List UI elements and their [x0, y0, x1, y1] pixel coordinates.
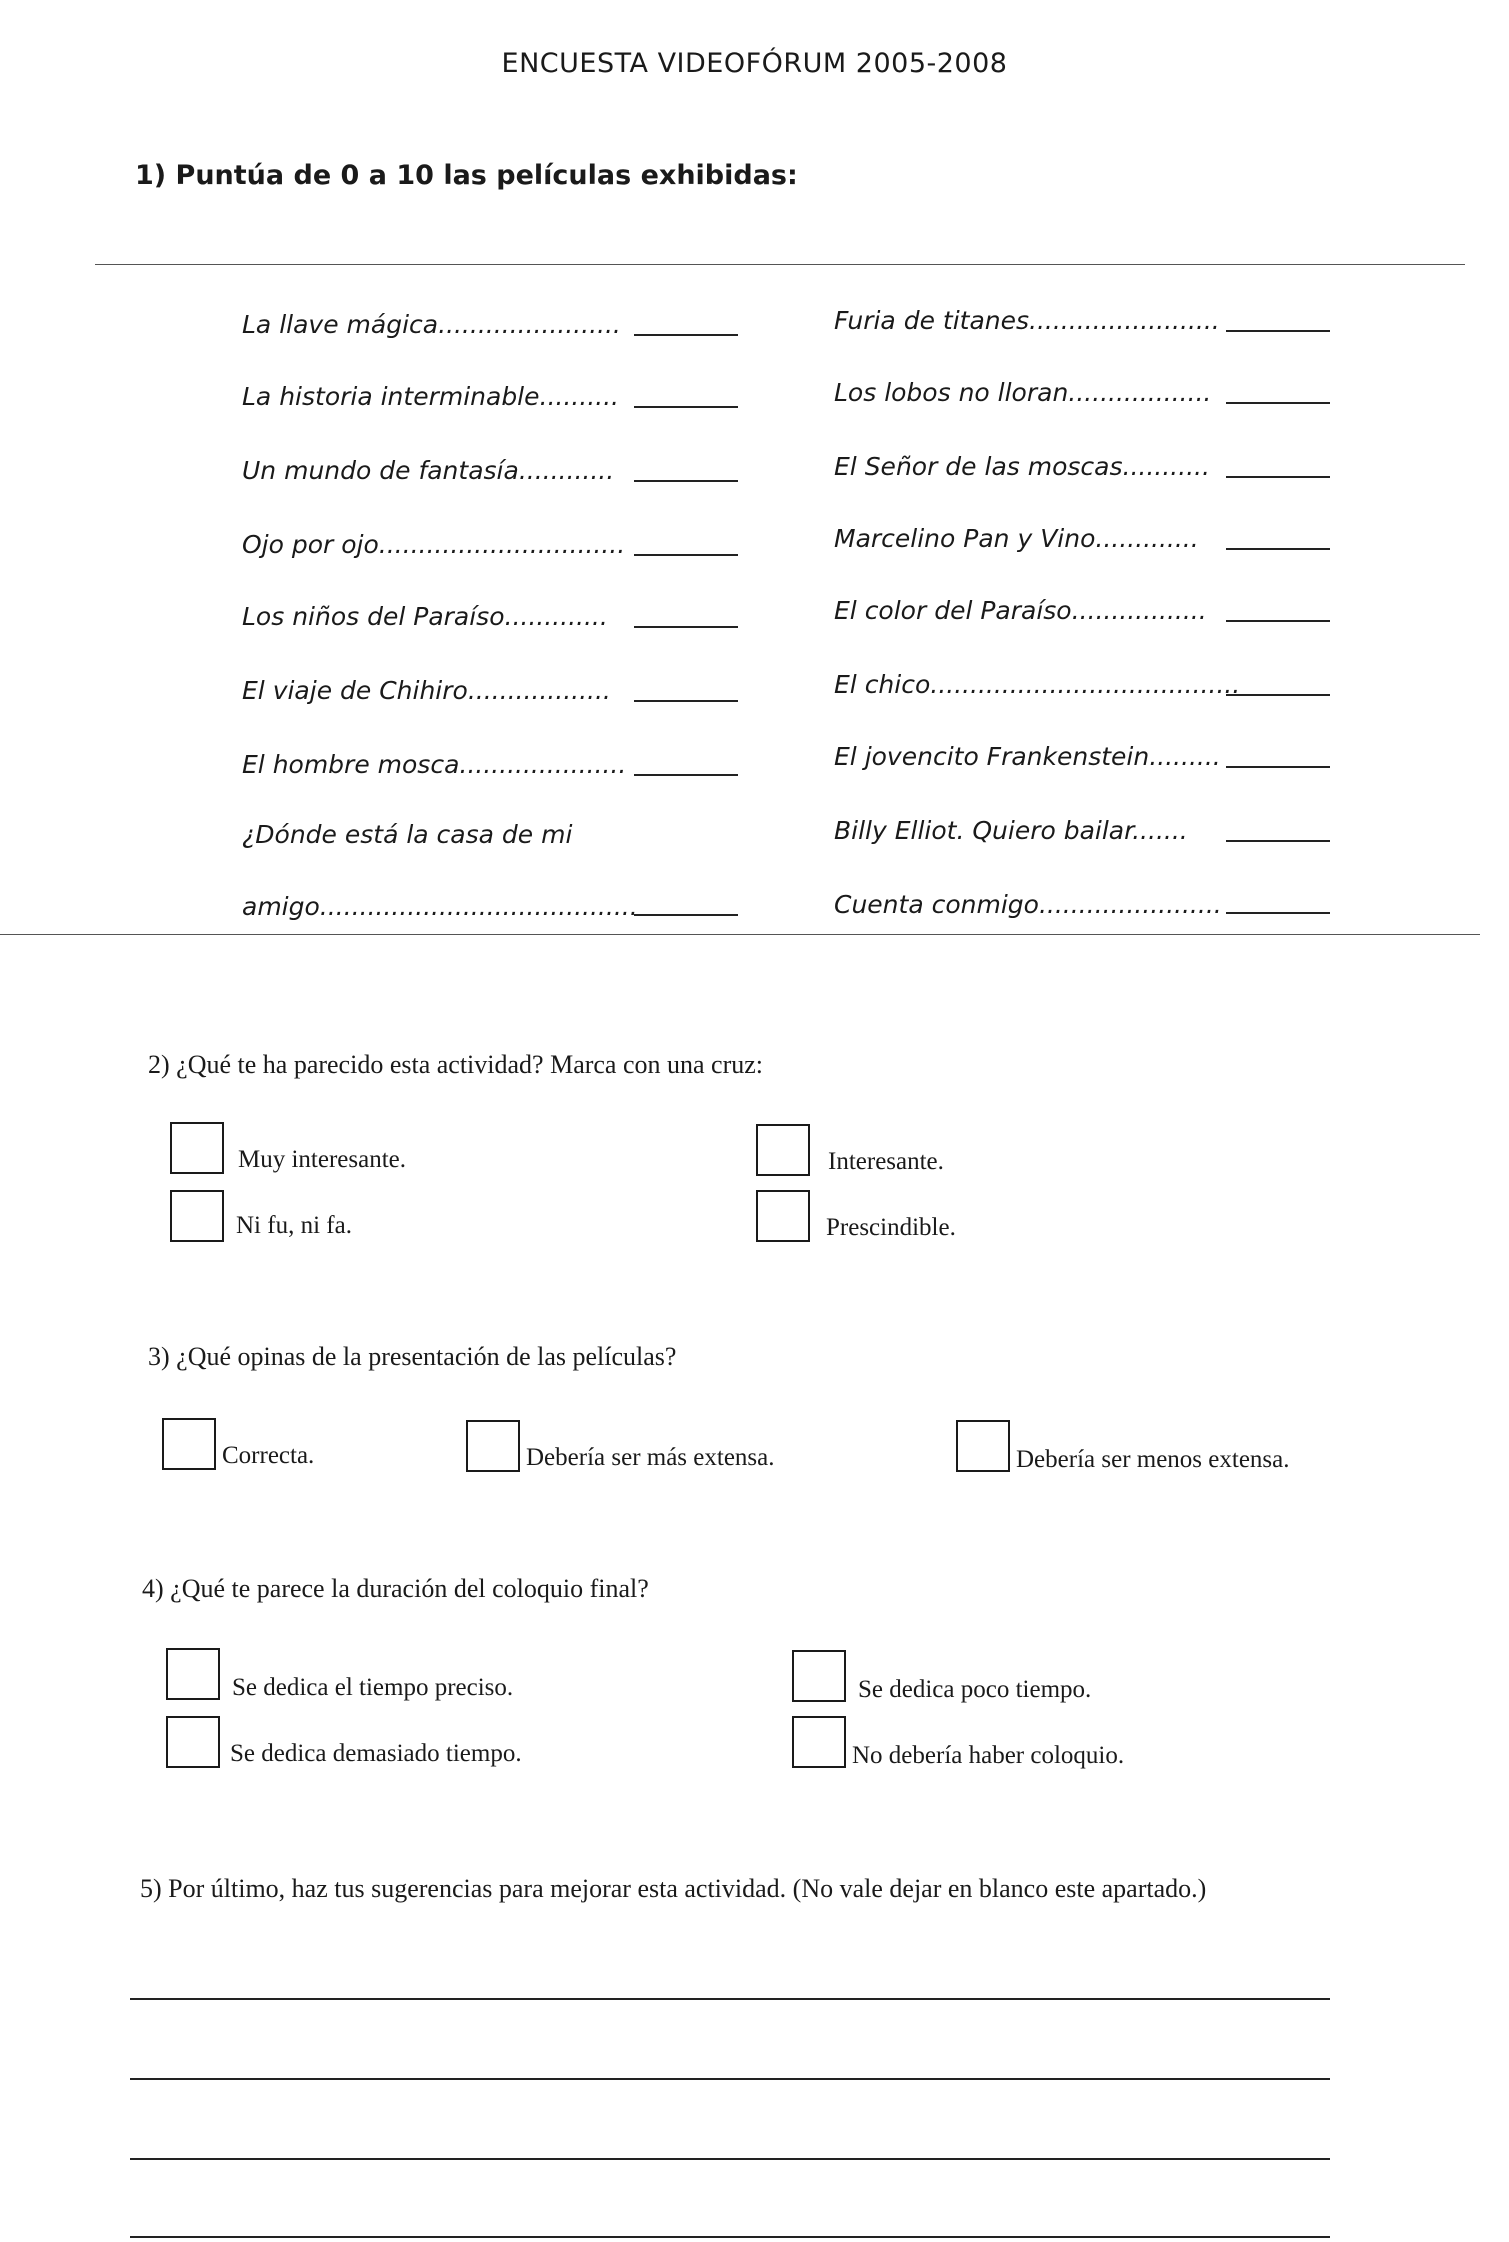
question-3-text: 3) ¿Qué opinas de la presentación de las películas?: [148, 1342, 677, 1371]
film-left-1: La llave mágica.......................: [242, 310, 621, 339]
answer-line-3[interactable]: [130, 2158, 1330, 2160]
film-right-7: El jovencito Frankenstein.........: [834, 742, 1221, 771]
answer-line-4[interactable]: [130, 2236, 1330, 2238]
score-blank-left-3[interactable]: [634, 480, 738, 482]
bottom-divider: [0, 934, 1480, 935]
score-blank-right-4[interactable]: [1226, 548, 1330, 550]
film-right-1: Furia de titanes........................: [834, 306, 1220, 335]
checkbox-interesante[interactable]: [756, 1124, 810, 1176]
score-blank-right-9[interactable]: [1226, 912, 1330, 914]
score-blank-left-5[interactable]: [634, 626, 738, 628]
question-5-text: 5) Por último, haz tus sugerencias para mejorar esta actividad. (No vale dejar en blanco este apartado.): [140, 1874, 1207, 1903]
answer-line-1[interactable]: [130, 1998, 1330, 2000]
film-left-6: El viaje de Chihiro..................: [242, 676, 611, 705]
option-prescindible: Prescindible.: [826, 1214, 956, 1241]
film-right-4: Marcelino Pan y Vino.............: [834, 524, 1199, 553]
checkbox-poco-tiempo[interactable]: [792, 1650, 846, 1702]
checkbox-tiempo-preciso[interactable]: [166, 1648, 220, 1700]
option-mas-extensa: Debería ser más extensa.: [526, 1444, 775, 1471]
score-blank-left-7[interactable]: [634, 774, 738, 776]
score-blank-right-7[interactable]: [1226, 766, 1330, 768]
score-blank-right-8[interactable]: [1226, 840, 1330, 842]
film-left-8a: ¿Dónde está la casa de mi: [242, 820, 573, 849]
option-menos-extensa: Debería ser menos extensa.: [1016, 1446, 1290, 1473]
checkbox-menos-extensa[interactable]: [956, 1420, 1010, 1472]
checkbox-correcta[interactable]: [162, 1418, 216, 1470]
checkbox-no-coloquio[interactable]: [792, 1716, 846, 1768]
option-interesante: Interesante.: [828, 1148, 944, 1175]
option-muy-interesante: Muy interesante.: [238, 1146, 407, 1173]
film-left-7: El hombre mosca.....................: [242, 750, 627, 779]
score-blank-left-8[interactable]: [634, 914, 738, 916]
page-title: ENCUESTA VIDEOFÓRUM 2005-2008: [501, 48, 1008, 79]
option-demasiado-tiempo: Se dedica demasiado tiempo.: [230, 1740, 522, 1767]
score-blank-right-2[interactable]: [1226, 402, 1330, 404]
score-blank-left-4[interactable]: [634, 554, 738, 556]
score-blank-left-6[interactable]: [634, 700, 738, 702]
score-blank-right-1[interactable]: [1226, 330, 1330, 332]
top-divider: [95, 264, 1465, 265]
film-left-5: Los niños del Paraíso.............: [242, 602, 608, 631]
film-right-3: El Señor de las moscas...........: [834, 452, 1210, 481]
answer-line-2[interactable]: [130, 2078, 1330, 2080]
option-poco-tiempo: Se dedica poco tiempo.: [858, 1676, 1092, 1703]
score-blank-right-6[interactable]: [1226, 694, 1330, 696]
checkbox-mas-extensa[interactable]: [466, 1420, 520, 1472]
question-1-text: 1) Puntúa de 0 a 10 las películas exhibidas:: [135, 160, 798, 191]
film-left-4: Ojo por ojo...............................: [242, 530, 626, 559]
question-4-text: 4) ¿Qué te parece la duración del coloquio final?: [142, 1574, 649, 1603]
option-tiempo-preciso: Se dedica el tiempo preciso.: [232, 1674, 514, 1701]
score-blank-right-5[interactable]: [1226, 620, 1330, 622]
option-no-coloquio: No debería haber coloquio.: [852, 1742, 1125, 1769]
score-blank-left-1[interactable]: [634, 334, 738, 336]
checkbox-demasiado-tiempo[interactable]: [166, 1716, 220, 1768]
checkbox-ni-fu-ni-fa[interactable]: [170, 1190, 224, 1242]
checkbox-prescindible[interactable]: [756, 1190, 810, 1242]
score-blank-left-2[interactable]: [634, 406, 738, 408]
film-right-2: Los lobos no lloran..................: [834, 378, 1212, 407]
film-right-8: Billy Elliot. Quiero bailar.......: [834, 816, 1188, 845]
option-ni-fu-ni-fa: Ni fu, ni fa.: [236, 1212, 352, 1239]
score-blank-right-3[interactable]: [1226, 476, 1330, 478]
film-right-6: El chico.......................................: [834, 670, 1241, 699]
option-correcta: Correcta.: [222, 1442, 315, 1469]
film-left-2: La historia interminable..........: [242, 382, 619, 411]
film-left-8b: amigo........................................: [242, 892, 638, 921]
film-right-5: El color del Paraíso.................: [834, 596, 1207, 625]
film-left-3: Un mundo de fantasía............: [242, 456, 615, 485]
checkbox-muy-interesante[interactable]: [170, 1122, 224, 1174]
film-right-9: Cuenta conmigo.......................: [834, 890, 1222, 919]
question-2-text: 2) ¿Qué te ha parecido esta actividad? Marca con una cruz:: [148, 1050, 764, 1079]
